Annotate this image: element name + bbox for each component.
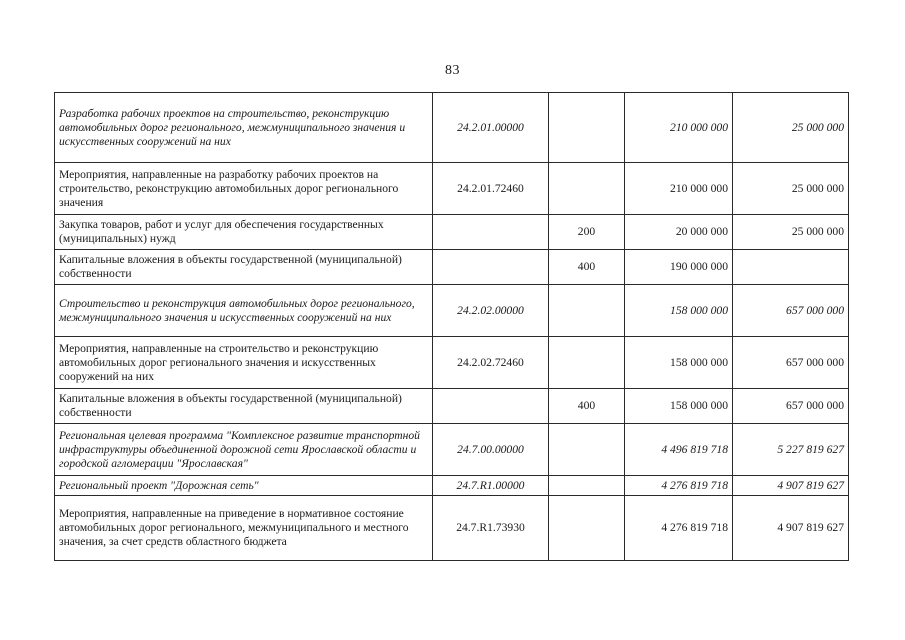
cell-amount-2: 4 907 819 627 xyxy=(733,476,849,496)
cell-amount-1: 158 000 000 xyxy=(625,389,733,424)
cell-amount-1: 190 000 000 xyxy=(625,250,733,285)
cell-name: Строительство и реконструкция автомобильных дорог регионального, межмуниципального значения и искусственных сооружений на них xyxy=(55,285,433,337)
cell-amount-2: 657 000 000 xyxy=(733,337,849,389)
cell-name: Капитальные вложения в объекты государственной (муниципальной) собственности xyxy=(55,250,433,285)
page-number: 83 xyxy=(445,63,460,78)
cell-amount-2: 4 907 819 627 xyxy=(733,496,849,561)
cell-amount-1: 210 000 000 xyxy=(625,93,733,163)
cell-amount-2: 5 227 819 627 xyxy=(733,424,849,476)
cell-expense-type xyxy=(549,93,625,163)
cell-code: 24.2.02.00000 xyxy=(433,285,549,337)
cell-amount-1: 4 276 819 718 xyxy=(625,496,733,561)
cell-expense-type xyxy=(549,496,625,561)
cell-amount-2: 25 000 000 xyxy=(733,215,849,250)
cell-name: Мероприятия, направленные на строительство и реконструкцию автомобильных дорог регионального значения и искусственных сооружений на них xyxy=(55,337,433,389)
cell-code: 24.2.02.72460 xyxy=(433,337,549,389)
cell-expense-type: 200 xyxy=(549,215,625,250)
cell-expense-type: 400 xyxy=(549,250,625,285)
cell-code: 24.7.R1.00000 xyxy=(433,476,549,496)
cell-name: Региональная целевая программа "Комплексное развитие транспортной инфраструктуры объединенной дорожной сети Ярославской области и городской агломерации "Ярославская" xyxy=(55,424,433,476)
cell-expense-type xyxy=(549,424,625,476)
cell-name: Разработка рабочих проектов на строительство, реконструкцию автомобильных дорог регионального, межмуниципального значения и искусственных сооружений на них xyxy=(55,93,433,163)
cell-code xyxy=(433,389,549,424)
table-row xyxy=(55,93,849,163)
cell-code: 24.7.00.00000 xyxy=(433,424,549,476)
cell-amount-1: 20 000 000 xyxy=(625,215,733,250)
cell-code: 24.7.R1.73930 xyxy=(433,496,549,561)
cell-amount-1: 158 000 000 xyxy=(625,285,733,337)
cell-name: Закупка товаров, работ и услуг для обеспечения государственных (муниципальных) нужд xyxy=(55,215,433,250)
cell-name: Капитальные вложения в объекты государственной (муниципальной) собственности xyxy=(55,389,433,424)
cell-code xyxy=(433,250,549,285)
cell-amount-2: 25 000 000 xyxy=(733,93,849,163)
cell-code: 24.2.01.72460 xyxy=(433,163,549,215)
cell-expense-type xyxy=(549,163,625,215)
cell-name: Мероприятия, направленные на разработку рабочих проектов на строительство, реконструкцию автомобильных дорог регионального значения xyxy=(55,163,433,215)
cell-amount-1: 210 000 000 xyxy=(625,163,733,215)
cell-code xyxy=(433,215,549,250)
table-row xyxy=(55,215,849,250)
cell-amount-2 xyxy=(733,250,849,285)
cell-code: 24.2.01.00000 xyxy=(433,93,549,163)
cell-name: Региональный проект "Дорожная сеть" xyxy=(55,476,433,496)
cell-expense-type xyxy=(549,285,625,337)
table-row xyxy=(55,496,849,561)
table-row xyxy=(55,163,849,215)
cell-amount-2: 657 000 000 xyxy=(733,285,849,337)
cell-amount-1: 158 000 000 xyxy=(625,337,733,389)
cell-amount-2: 25 000 000 xyxy=(733,163,849,215)
cell-amount-1: 4 496 819 718 xyxy=(625,424,733,476)
table-row xyxy=(55,337,849,389)
cell-expense-type: 400 xyxy=(549,389,625,424)
table-body xyxy=(55,93,849,561)
cell-expense-type xyxy=(549,337,625,389)
cell-amount-2: 657 000 000 xyxy=(733,389,849,424)
cell-amount-1: 4 276 819 718 xyxy=(625,476,733,496)
cell-expense-type xyxy=(549,476,625,496)
table-row xyxy=(55,424,849,476)
table-row xyxy=(55,285,849,337)
table-row xyxy=(55,476,849,496)
table-row xyxy=(55,389,849,424)
budget-table xyxy=(54,92,849,561)
table-row xyxy=(55,250,849,285)
cell-name: Мероприятия, направленные на приведение в нормативное состояние автомобильных дорог регионального, межмуниципального и местного значения, за счет средств областного бюджета xyxy=(55,496,433,561)
